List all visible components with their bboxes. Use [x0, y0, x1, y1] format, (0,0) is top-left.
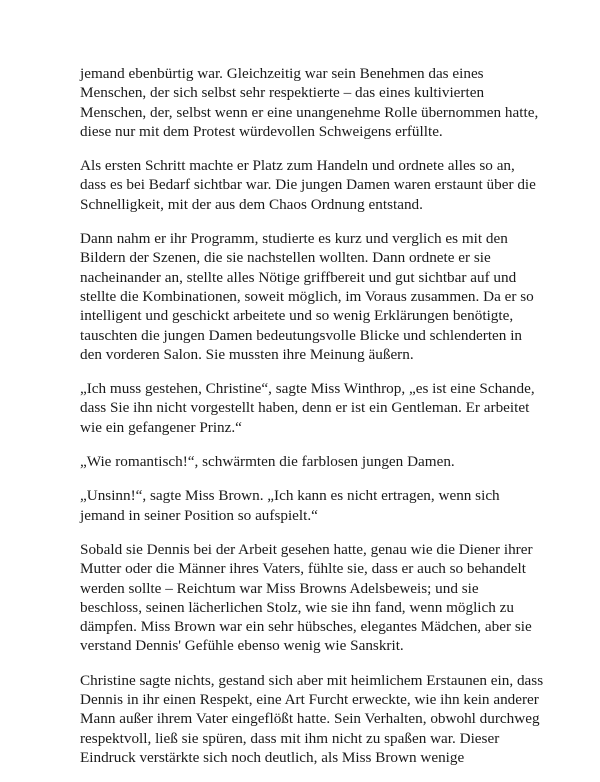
text-line: wie ein gefangener Prinz.“ [80, 418, 242, 436]
text-line: nacheinander an, stellte alles Nötige griffbereit und gut sichtbar auf und [80, 268, 517, 286]
text-line: Dennis in ihr einen Respekt, eine Art Furcht erweckte, wie ihn kein anderer [80, 691, 539, 709]
text-line: dämpfen. Miss Brown war ein sehr hübsches, elegantes Mädchen, aber sie [80, 618, 532, 636]
text-line: diese nur mit dem Protest würdevollen Schweigens erfüllte. [80, 122, 443, 140]
paragraph-5 [80, 452, 532, 471]
paragraph-7 [80, 540, 532, 656]
text-line: „Ich muss gestehen, Christine“, sagte Miss Winthrop, „es ist eine Schande, [80, 380, 535, 398]
text-line: Dann nahm er ihr Programm, studierte es kurz und verglich es mit den [80, 230, 508, 248]
text-line: Christine sagte nichts, gestand sich aber mit heimlichem Erstaunen ein, dass [80, 671, 544, 689]
text-line: stellte die Kombinationen, soweit möglich, im Voraus zusammen. Da er so [80, 287, 534, 305]
text-line: dass Sie ihn nicht vorgestellt haben, denn er ist ein Gentleman. Er arbeitet [80, 399, 530, 417]
text-line: verstand Dennis' Gefühle ebenso wenig wie Sanskrit. [80, 637, 404, 655]
text-line: Menschen, der, selbst wenn er eine unangenehme Rolle übernommen hatte, [80, 103, 539, 121]
text-line: werden sollte – Reichtum war Miss Browns Adelsbeweis; und sie [80, 579, 479, 597]
paragraph-3 [80, 229, 532, 364]
text-line: Als ersten Schritt machte er Platz zum Handeln und ordnete alles so an, [80, 157, 515, 175]
text-line: respektvoll, ließ sie spüren, dass mit ihm nicht zu spaßen war. Dieser [80, 729, 500, 747]
text-line: Mutter oder die Männer ihres Vaters, fühlte sie, dass er auch so behandelt [80, 560, 526, 578]
paragraph-6 [80, 486, 532, 525]
text-line: jemand in seiner Position so aufspielt.“ [80, 506, 318, 524]
text-line: „Unsinn!“, sagte Miss Brown. „Ich kann es nicht ertragen, wenn sich [80, 487, 500, 505]
text-line: dass es bei Bedarf sichtbar war. Die jungen Damen waren erstaunt über die [80, 176, 536, 194]
body-text [80, 64, 544, 782]
text-line: Bildern der Szenen, die sie nachstellen wollten. Dann ordnete er sie [80, 249, 491, 267]
paragraph-8 [80, 671, 544, 767]
text-line: Menschen, der sich selbst sehr respektierte – das eines kultivierten [80, 84, 485, 102]
text-line: Eindruck verstärkte sich noch deutlich, als Miss Brown wenige [80, 748, 465, 766]
text-line: Sobald sie Dennis bei der Arbeit gesehen hatte, genau wie die Diener ihrer [80, 540, 533, 558]
text-line: intelligent und geschickt arbeitete und so wenig Erklärungen benötigte, [80, 307, 514, 325]
paragraph-4 [80, 379, 535, 437]
text-line: den vorderen Salon. Sie mussten ihre Meinung äußern. [80, 345, 414, 363]
text-line: tauschten die jungen Damen bedeutungsvolle Blicke und schlenderten in [80, 326, 523, 344]
paragraph-2 [80, 156, 536, 214]
text-line: Mann außer ihrem Vater eingeflößt hatte. Sein Verhalten, obwohl durchweg [80, 710, 540, 728]
text-line: beschloss, seinen lächerlichen Stolz, wie sie ihn fand, wenn möglich zu [80, 598, 514, 616]
text-line: jemand ebenbürtig war. Gleichzeitig war sein Benehmen das eines [80, 65, 484, 82]
text-line: „Wie romantisch!“, schwärmten die farblosen jungen Damen. [80, 453, 455, 471]
text-line: Schnelligkeit, mit der aus dem Chaos Ordnung entstand. [80, 195, 423, 213]
paragraph-1 [80, 64, 539, 141]
